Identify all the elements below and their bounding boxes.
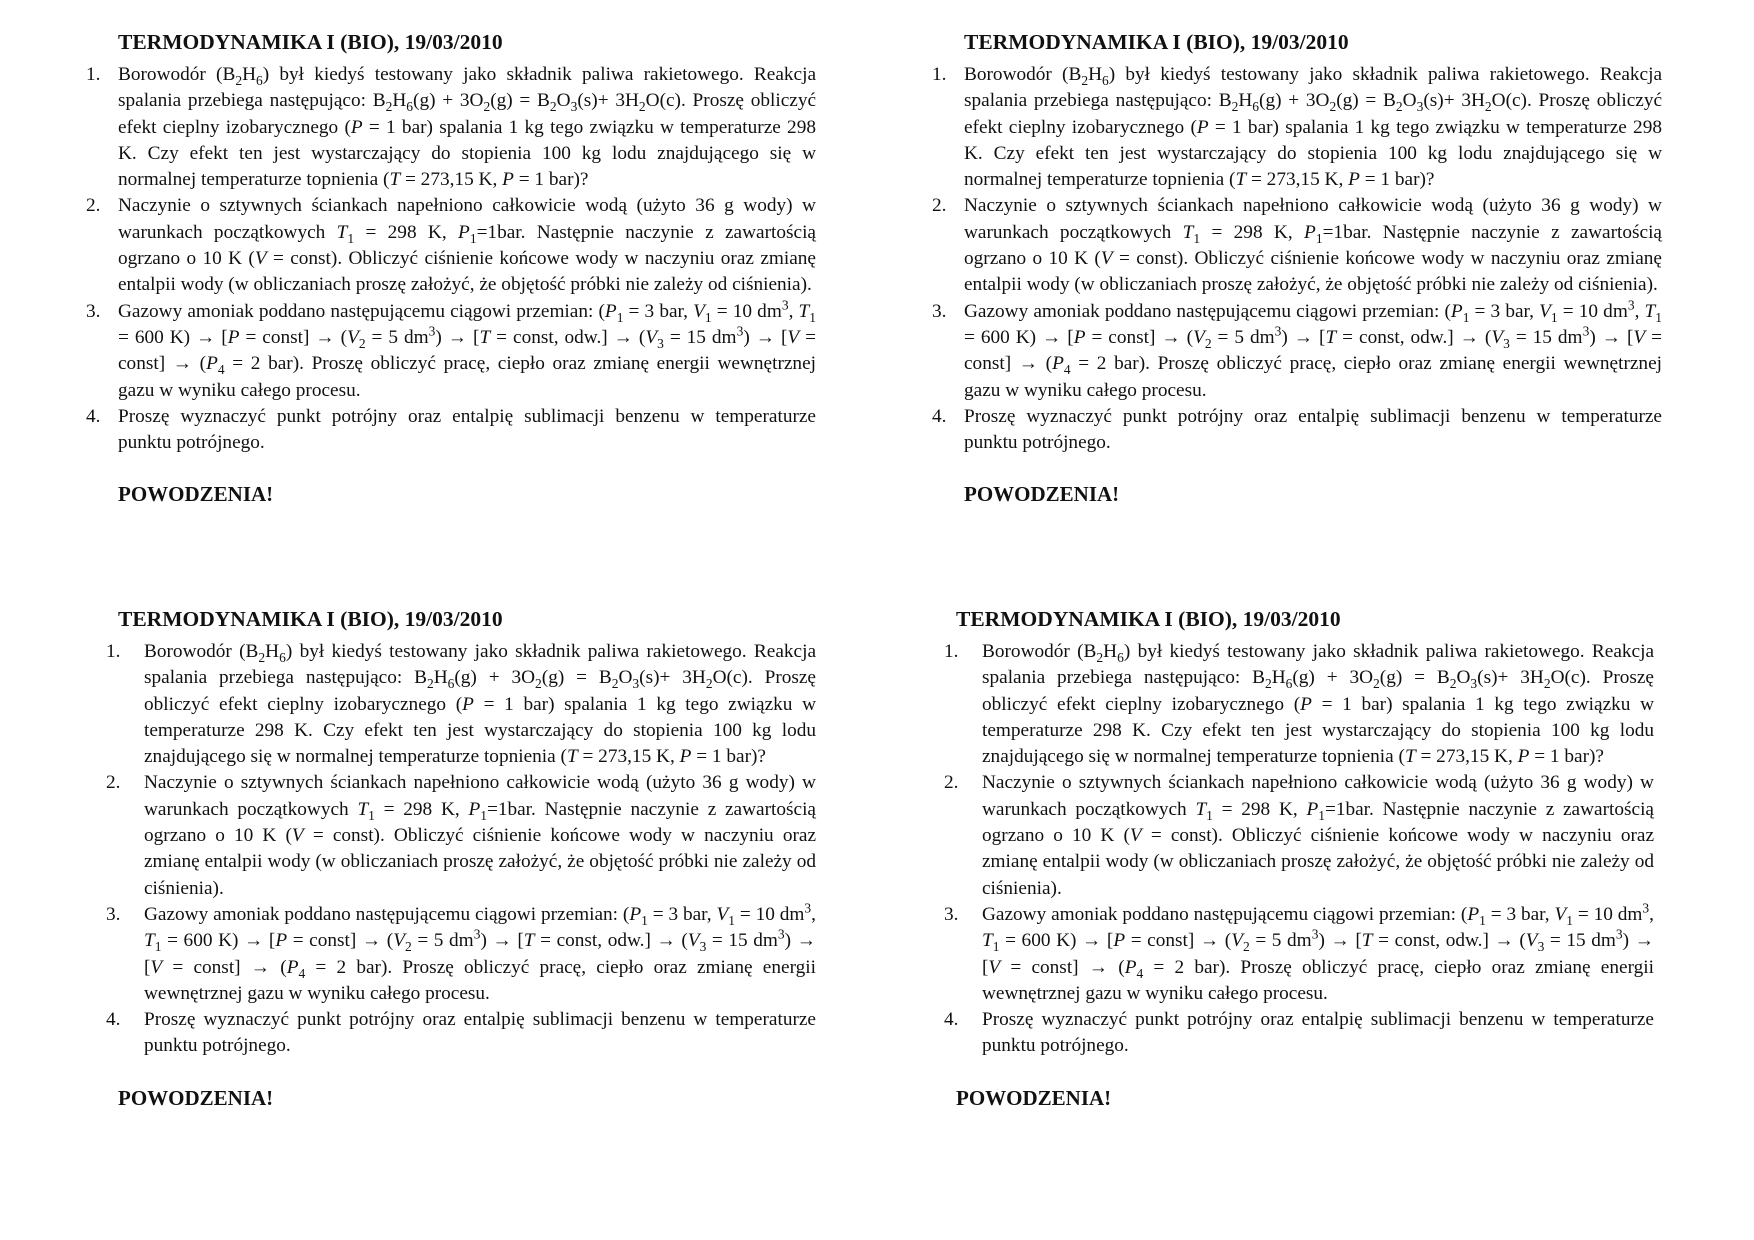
problem-number: 3. <box>932 300 947 322</box>
problem-number: 1. <box>86 64 101 85</box>
problem-number: 2. <box>944 772 959 794</box>
problem-4: 4. Proszę wyznaczyć punkt potrójny oraz entalpię sublimacji benzenu w temperaturze punktu potrójnego. <box>944 1009 1654 1057</box>
closing-wish: POWODZENIA! <box>118 482 274 507</box>
problem-2: 2. Naczynie o sztywnych ściankach napełniono całkowicie wodą (użyto 36 g wody) w warunkach początkowych $T_1 = 298$ K, $P_1=1bar$. Następnie naczynie z zawartością ogrzano o 10 K (V = const). Obliczyć ciśnienie końcowe wody w naczyniu oraz zmianę entalpii wody (w obliczaniach proszę założyć, że objętość próbki nie zależy od ciśnienia). <box>106 772 817 899</box>
sheet-title: TERMODYNAMIKA I (BIO), 19/03/2010 <box>118 30 503 54</box>
problem-number: 1. <box>106 641 121 662</box>
problem-number: 1. <box>944 641 959 662</box>
problem-number: 3. <box>86 300 101 322</box>
closing-wish: POWODZENIA! <box>118 1085 274 1110</box>
problem-list <box>86 639 816 1060</box>
problem-3: 3. Gazowy amoniak poddano następującemu ciągowi przemian: ($P_1 = 3$ bar, $V_1 = 10$ $dm^3$, $T_1 = 600$ K) → [P = const] → ($V_2 = 5$ $dm^3) \to [T$ = const, $odw.] \to (V_3 = 15$ $dm^3) \to [V$ = const] → ($P_4 = 2$ bar). Proszę obliczyć pracę, ciepło oraz zmianę energii wewnętrznej gazu w wyniku całego procesu. <box>106 900 816 1004</box>
problem-3: 3. Gazowy amoniak poddano następującemu ciągowi przemian: ($P_1 = 3$ bar, $V_1 = 10$ $dm^3$, $T_1 = 600$ K) → [P = const] → ($V_2 = 5$ $dm^3) \to [T$ = const, $odw.] \to (V_3 = 15$ $dm^3) \to [V$ = const] → ($P_4 = 2$ bar). Proszę obliczyć pracę, ciepło oraz zmianę energii wewnętrznej gazu w wyniku całego procesu. <box>932 297 1663 401</box>
sheet-title: TERMODYNAMIKA I (BIO), 19/03/2010 <box>118 607 503 631</box>
problem-3: 3. Gazowy amoniak poddano następującemu ciągowi przemian: ($P_1 = 3$ bar, $V_1 = 10$ $dm^3$, $T_1 = 600$ K) → [P = const] → ($V_2 = 5$ $dm^3) \to [T$ = const, $odw.] \to (V_3 = 15$ $dm^3) \to [V$ = const] → ($P_4 = 2$ bar). Proszę obliczyć pracę, ciepło oraz zmianę energii wewnętrznej gazu w wyniku całego procesu. <box>944 900 1654 1004</box>
exam-sheet-top-left <box>86 28 816 508</box>
problem-list <box>86 62 816 456</box>
sheet-title: TERMODYNAMIKA I (BIO), 19/03/2010 <box>956 607 1341 631</box>
closing-wish: POWODZENIA! <box>964 482 1120 507</box>
problem-1: 1. Borowodór $(B_2H_6)$ był kiedyś testowany jako składnik paliwa rakietowego. Reakcja spalania przebiega następująco: $B_2H_6(g) + 3O_2(g) = B_2O_3(s)+ 3H_2O(c)$. Proszę obliczyć efekt cieplny izobarycznego (P = 1 bar) spalania 1 kg tego związku w temperaturze 298 K. Czy efekt ten jest wystarczający do stopienia 100 kg lodu znajdującego się w normalnej temperaturze topnienia (T = 273,15 K, P = 1 bar)? <box>106 641 817 768</box>
problem-number: 4. <box>944 1009 959 1031</box>
problem-number: 2. <box>86 195 101 217</box>
problem-1: 1. Borowodór $(B_2H_6)$ był kiedyś testowany jako składnik paliwa rakietowego. Reakcja spalania przebiega następująco: $B_2H_6(g) + 3O_2(g) = B_2O_3(s)+ 3H_2O(c)$. Proszę obliczyć efekt cieplny izobarycznego (P = 1 bar) spalania 1 kg tego związku w temperaturze 298 K. Czy efekt ten jest wystarczający do stopienia 100 kg lodu znajdującego się w normalnej temperaturze topnienia (T = 273,15 K, P = 1 bar)? <box>944 641 1655 768</box>
problem-number: 3. <box>106 903 121 925</box>
problem-number: 3. <box>944 903 959 925</box>
exam-sheet-bottom-left <box>86 605 816 1112</box>
problem-1: 1. Borowodór $(B_2H_6)$ był kiedyś testowany jako składnik paliwa rakietowego. Reakcja spalania przebiega następująco: $B_2H_6(g) + 3O_2(g) = B_2O_3(s)+ 3H_2O(c)$. Proszę obliczyć efekt cieplny izobarycznego (P = 1 bar) spalania 1 kg tego związku w temperaturze 298 K. Czy efekt ten jest wystarczający do stopienia 100 kg lodu znajdującego się w normalnej temperaturze topnienia (T = 273,15 K, P = 1 bar)? <box>932 64 1663 191</box>
problem-3: 3. Gazowy amoniak poddano następującemu ciągowi przemian: ($P_1 = 3$ bar, $V_1 = 10$ $dm^3$, $T_1 = 600$ K) → [P = const] → ($V_2 = 5$ $dm^3) \to [T$ = const, $odw.] \to (V_3 = 15$ $dm^3) \to [V$ = const] → ($P_4 = 2$ bar). Proszę obliczyć pracę, ciepło oraz zmianę energii wewnętrznej gazu w wyniku całego procesu. <box>86 297 817 401</box>
sheet-title: TERMODYNAMIKA I (BIO), 19/03/2010 <box>964 30 1349 54</box>
problem-4: 4. Proszę wyznaczyć punkt potrójny oraz entalpię sublimacji benzenu w temperaturze punktu potrójnego. <box>86 405 816 454</box>
problem-number: 4. <box>106 1009 121 1031</box>
problem-number: 2. <box>106 772 121 794</box>
problem-number: 1. <box>932 64 947 85</box>
problem-number: 4. <box>932 405 947 427</box>
problem-number: 4. <box>86 405 101 427</box>
problem-2: 2. Naczynie o sztywnych ściankach napełniono całkowicie wodą (użyto 36 g wody) w warunkach początkowych $T_1 = 298$ K, $P_1=1bar$. Następnie naczynie z zawartością ogrzano o 10 K (V = const). Obliczyć ciśnienie końcowe wody w naczyniu oraz zmianę entalpii wody (w obliczaniach proszę założyć, że objętość próbki nie zależy od ciśnienia). <box>86 195 816 296</box>
closing-wish: POWODZENIA! <box>956 1085 1112 1110</box>
exam-sheet-top-right <box>932 28 1662 508</box>
problem-2: 2. Naczynie o sztywnych ściankach napełniono całkowicie wodą (użyto 36 g wody) w warunkach początkowych $T_1 = 298$ K, $P_1=1bar$. Następnie naczynie z zawartością ogrzano o 10 K (V = const). Obliczyć ciśnienie końcowe wody w naczyniu oraz zmianę entalpii wody (w obliczaniach proszę założyć, że objętość próbki nie zależy od ciśnienia). <box>944 772 1655 899</box>
problem-2: 2. Naczynie o sztywnych ściankach napełniono całkowicie wodą (użyto 36 g wody) w warunkach początkowych $T_1 = 298$ K, $P_1=1bar$. Następnie naczynie z zawartością ogrzano o 10 K (V = const). Obliczyć ciśnienie końcowe wody w naczyniu oraz zmianę entalpii wody (w obliczaniach proszę założyć, że objętość próbki nie zależy od ciśnienia). <box>932 195 1662 296</box>
problem-list <box>932 62 1662 456</box>
problem-1: 1. Borowodór $(B_2H_6)$ był kiedyś testowany jako składnik paliwa rakietowego. Reakcja spalania przebiega następująco: $B_2H_6(g) + 3O_2(g) = B_2O_3(s)+ 3H_2O(c)$. Proszę obliczyć efekt cieplny izobarycznego (P = 1 bar) spalania 1 kg tego związku w temperaturze 298 K. Czy efekt ten jest wystarczający do stopienia 100 kg lodu znajdującego się w normalnej temperaturze topnienia (T = 273,15 K, P = 1 bar)? <box>86 64 817 191</box>
problem-number: 2. <box>932 195 947 217</box>
problem-4: 4. Proszę wyznaczyć punkt potrójny oraz entalpię sublimacji benzenu w temperaturze punktu potrójnego. <box>106 1009 816 1057</box>
problem-4: 4. Proszę wyznaczyć punkt potrójny oraz entalpię sublimacji benzenu w temperaturze punktu potrójnego. <box>932 405 1662 454</box>
exam-sheet-bottom-right <box>924 605 1654 1112</box>
problem-list <box>924 639 1654 1060</box>
